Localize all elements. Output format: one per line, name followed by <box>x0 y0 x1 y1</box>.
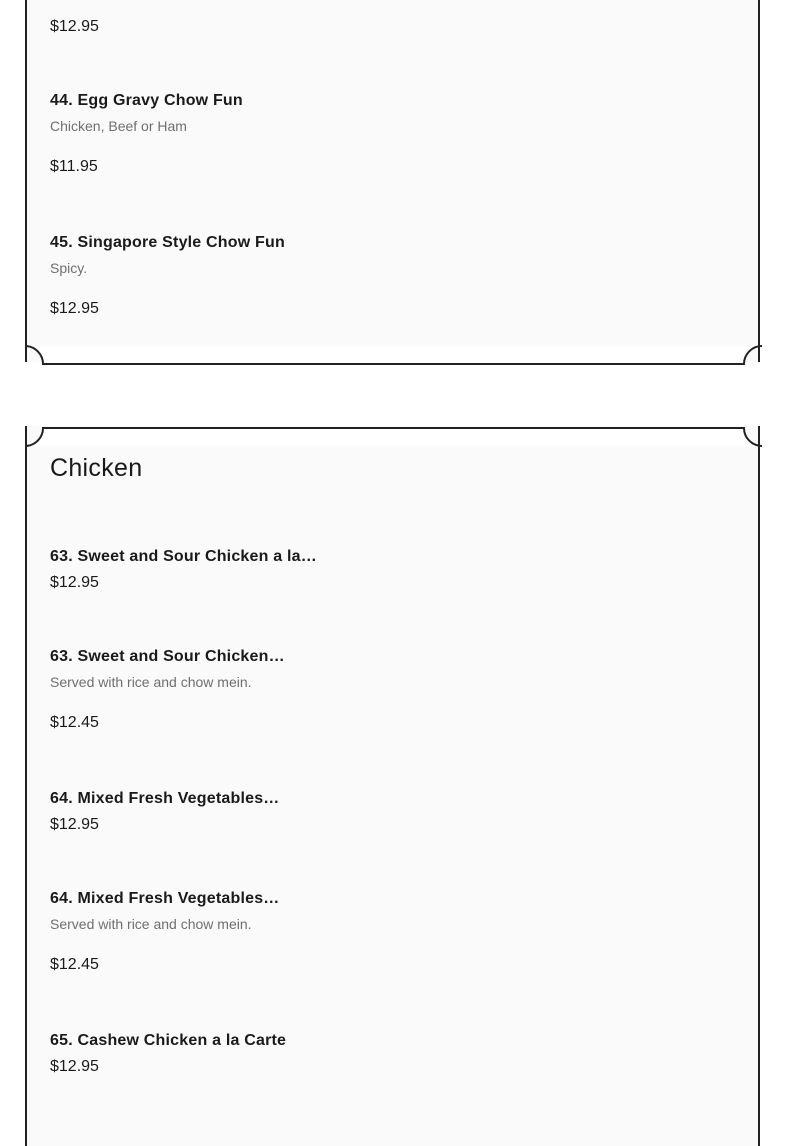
menu-item[interactable] <box>50 547 690 593</box>
item-name: 65. Cashew Chicken a la Carte <box>50 1032 287 1049</box>
item-price: $12.95 <box>50 574 99 591</box>
item-description: Served with rice and chow mein. <box>50 916 252 932</box>
item-price: $12.95 <box>50 1058 99 1075</box>
menu-item[interactable] <box>50 789 690 835</box>
item-price: $12.95 <box>50 18 99 35</box>
card-top-edge <box>27 426 758 446</box>
item-name: 63. Sweet and Sour Chicken… <box>50 648 285 665</box>
section-title: Chicken <box>50 454 143 482</box>
item-price: $12.95 <box>50 300 99 317</box>
menu-item[interactable] <box>50 1031 690 1077</box>
item-name: 64. Mixed Fresh Vegetables… <box>50 890 280 907</box>
item-name: 64. Mixed Fresh Vegetables… <box>50 790 280 807</box>
item-description: Spicy. <box>50 260 88 276</box>
item-price: $12.45 <box>50 714 99 731</box>
menu-item[interactable] <box>50 889 690 975</box>
item-name: 44. Egg Gravy Chow Fun <box>50 92 243 109</box>
item-name: 45. Singapore Style Chow Fun <box>50 234 285 251</box>
card-bottom-edge <box>27 344 758 364</box>
item-price: $12.95 <box>50 816 99 833</box>
menu-item[interactable] <box>50 17 690 37</box>
menu-item[interactable] <box>50 647 690 733</box>
item-description: Served with rice and chow mein. <box>50 674 252 690</box>
item-description: Chicken, Beef or Ham <box>50 118 187 134</box>
item-price: $11.95 <box>50 158 98 175</box>
item-price: $12.45 <box>50 956 99 973</box>
menu-item[interactable] <box>50 91 690 177</box>
menu-item[interactable] <box>50 233 690 319</box>
item-name: 63. Sweet and Sour Chicken a la… <box>50 548 317 565</box>
